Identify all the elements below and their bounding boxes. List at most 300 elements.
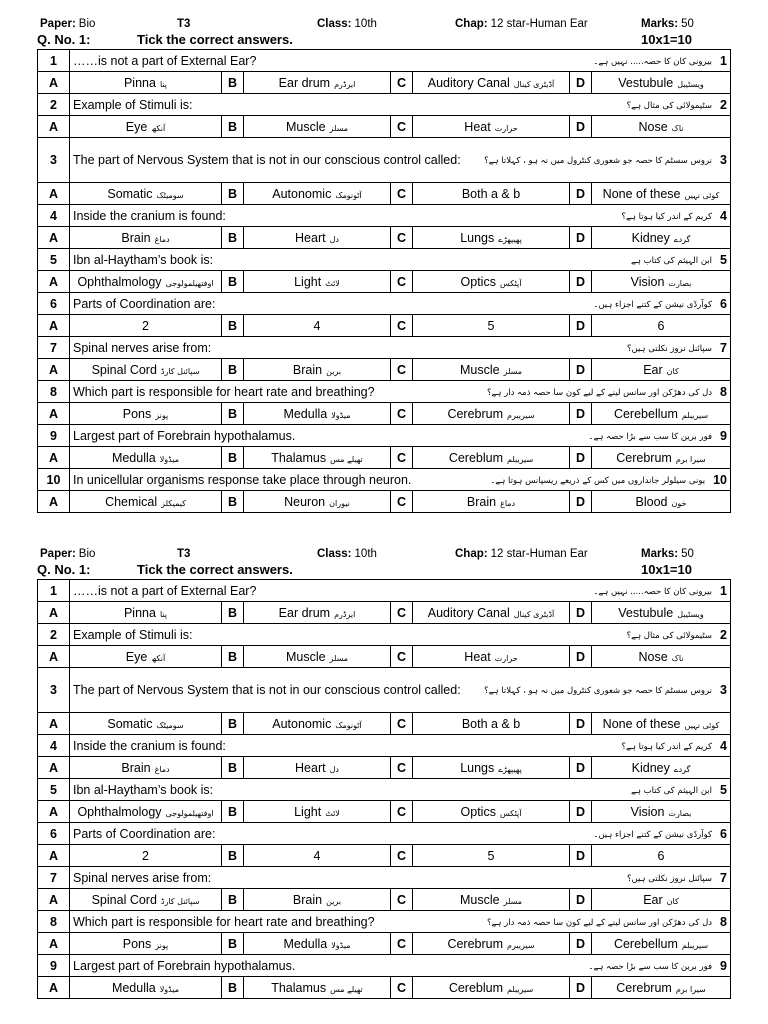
option-english: Cerebellum [613,406,678,421]
question-text [70,469,731,491]
option-b[interactable] [244,183,391,205]
option-b[interactable] [244,757,391,779]
option-b[interactable] [244,933,391,955]
option-urdu: ناک [671,653,684,663]
option-c[interactable] [413,183,570,205]
question-no-right: 10 [713,472,727,487]
option-a[interactable] [70,801,222,823]
question-no: 8 [38,381,70,403]
question-no: 8 [38,911,70,933]
option-letter: C [391,271,413,293]
option-urdu: میڈولا [331,410,351,420]
option-c[interactable] [413,403,570,425]
option-english: Cereblum [448,980,504,995]
option-d[interactable] [592,933,731,955]
option-letter: C [391,713,413,735]
question-row [38,823,731,845]
option-a[interactable] [70,646,222,668]
option-english: Pinna [123,75,156,90]
question-no: 1 [38,580,70,602]
question-no-right: 4 [720,208,727,223]
question-text [70,381,731,403]
option-urdu: سپائنل کارڈ [160,896,200,906]
option-d[interactable] [592,271,731,293]
option-letter: D [570,72,592,94]
option-urdu: سومیٹک [156,190,184,200]
question-urdu: سپائنل نروز نکلتی ہیں؟ [626,343,713,354]
option-c[interactable] [413,72,570,94]
option-letter: A [38,845,70,867]
option-letter: D [570,491,592,513]
option-c[interactable] [413,713,570,735]
option-letter: B [222,646,244,668]
option-urdu: سیریبرم [507,940,535,950]
option-english: Cereblum [448,450,504,465]
question-no: 9 [38,425,70,447]
option-urdu: سیریبلم [681,940,709,950]
question-row [38,293,731,315]
paper-value: Bio [78,18,96,30]
paper-label: Paper: [40,548,76,560]
question-no-right: 3 [720,683,727,697]
question-text [70,293,731,315]
option-letter: C [391,889,413,911]
option-a[interactable] [70,183,222,205]
question-urdu: نروس سسٹم کا حصہ جو شعوری کنٹرول میں نہ ہو ، کہلاتا ہے؟ [484,156,713,166]
option-b[interactable] [244,713,391,735]
option-urdu: آنکھ [151,653,166,663]
option-c[interactable] [413,977,570,999]
option-letter: B [222,757,244,779]
question-row [38,779,731,801]
option-english: Heat [464,649,491,664]
option-english: Spinal Cord [91,892,157,907]
option-b[interactable] [244,889,391,911]
mcq-table [37,579,731,999]
option-letter: D [570,889,592,911]
option-a[interactable] [70,315,222,337]
option-c[interactable] [413,889,570,911]
option-b[interactable] [244,271,391,293]
option-c[interactable] [413,359,570,381]
question-number: Q. No. 1: [37,32,91,47]
question-no-right: 9 [720,958,727,973]
option-english: Brain [121,760,151,775]
question-english: Spinal nerves arise from: [73,870,212,885]
test: T3 [177,18,191,30]
option-urdu: آپٹکس [499,808,522,818]
option-d[interactable] [592,403,731,425]
option-english: Medulla [283,936,328,951]
option-letter: D [570,183,592,205]
options-row [38,757,731,779]
option-english: Cerebrum [616,450,672,465]
question-no-right: 6 [720,826,727,841]
option-d[interactable] [592,72,731,94]
option-c[interactable] [413,602,570,624]
question-urdu: کوآرڈی نیشن کے کتنے اجزاء ہیں۔ [593,299,713,310]
question-text [70,50,731,72]
chap-value: 12 star-Human Ear [490,18,588,30]
option-b[interactable] [244,227,391,249]
option-urdu: آٹونومک [335,720,362,730]
option-a[interactable] [70,845,222,867]
question-english: ……is not a part of External Ear? [73,53,257,68]
question-heading [37,32,730,48]
option-letter: A [38,315,70,337]
option-d[interactable] [592,646,731,668]
option-letter: D [570,271,592,293]
option-urdu: پنا [159,79,168,89]
option-a[interactable] [70,602,222,624]
option-urdu: پھیپھڑے [498,234,522,244]
option-english: Brain [466,494,497,509]
option-english: 6 [657,848,665,863]
question-no: 1 [38,50,70,72]
option-english: Somatic [107,186,153,201]
option-english: Optics [460,804,496,819]
question-no: 9 [38,955,70,977]
option-urdu: سیرا برم [675,454,706,464]
option-urdu: دل [329,764,339,774]
option-d[interactable] [592,977,731,999]
option-english: 5 [487,848,495,863]
question-row [38,205,731,227]
option-english: Somatic [107,716,153,731]
option-english: None of these [602,186,681,201]
option-letter: A [38,271,70,293]
question-no: 10 [38,469,70,491]
option-english: Brain [292,362,323,377]
question-row [38,911,731,933]
option-english: Cerebrum [616,980,672,995]
option-urdu: دماغ [154,234,170,244]
option-a[interactable] [70,227,222,249]
option-b[interactable] [244,359,391,381]
question-no-right: 8 [720,914,727,929]
option-letter: A [38,447,70,469]
option-letter: B [222,227,244,249]
option-urdu: میڈولا [159,454,180,464]
question-text [70,425,731,447]
option-b[interactable] [244,315,391,337]
options-row [38,889,731,911]
option-d[interactable] [592,447,731,469]
option-d[interactable] [592,116,731,138]
option-urdu: حرارت [494,653,518,663]
option-letter: D [570,116,592,138]
option-letter: B [222,977,244,999]
option-english: Thalamus [271,980,327,995]
option-c[interactable] [413,227,570,249]
question-urdu: کریم کے اندر کیا ہوتا ہے؟ [621,211,713,222]
question-no: 4 [38,205,70,227]
option-letter: B [222,801,244,823]
option-urdu: تھیلے مس [330,984,363,994]
question-no: 6 [38,823,70,845]
option-urdu: آنکھ [151,123,166,133]
options-row [38,713,731,735]
option-english: Ear drum [278,75,331,90]
option-urdu: آڈیٹری کینال [513,609,555,619]
option-english: Neuron [284,494,326,509]
option-english: Nose [638,649,668,664]
option-a[interactable] [70,403,222,425]
question-no-right: 5 [720,252,727,267]
option-d[interactable] [592,359,731,381]
option-urdu: گردے [673,234,691,244]
option-letter: C [391,801,413,823]
option-c[interactable] [413,315,570,337]
options-row [38,315,731,337]
option-b[interactable] [244,602,391,624]
question-row [38,249,731,271]
option-urdu: آپٹکس [499,278,522,288]
chap-label: Chap: [455,548,488,560]
option-letter: D [570,977,592,999]
option-letter: D [570,757,592,779]
question-no-right: 5 [720,782,727,797]
option-letter: A [38,116,70,138]
options-row [38,359,731,381]
option-urdu: ناک [671,123,684,133]
question-english: Example of Stimuli is: [73,627,193,642]
option-urdu: آٹونومک [335,190,362,200]
question-number: Q. No. 1: [37,562,91,577]
option-letter: B [222,933,244,955]
option-urdu: نیوران [329,498,350,508]
option-b[interactable] [244,491,391,513]
option-english: Muscle [459,362,500,377]
option-a[interactable] [70,757,222,779]
option-letter: D [570,646,592,668]
options-row [38,271,731,293]
option-a[interactable] [70,447,222,469]
option-a[interactable] [70,271,222,293]
option-letter: A [38,227,70,249]
option-letter: B [222,713,244,735]
option-letter: D [570,801,592,823]
option-d[interactable] [592,757,731,779]
marks-value: 50 [681,18,694,30]
option-c[interactable] [413,271,570,293]
option-urdu: سیرا برم [675,984,706,994]
option-b[interactable] [244,801,391,823]
option-c[interactable] [413,116,570,138]
option-a[interactable] [70,889,222,911]
option-urdu: بصارت [668,278,692,288]
options-row [38,116,731,138]
question-urdu: کریم کے اندر کیا ہوتا ہے؟ [621,741,713,752]
options-row [38,491,731,513]
option-a[interactable] [70,116,222,138]
question-no-right: 1 [720,53,727,68]
option-c[interactable] [413,757,570,779]
option-urdu: کان [666,896,679,906]
option-letter: B [222,271,244,293]
option-d[interactable] [592,227,731,249]
option-urdu: ویسٹیبل [677,609,704,619]
option-english: Heart [295,230,326,245]
option-d[interactable] [592,845,731,867]
option-letter: A [38,977,70,999]
question-urdu: نروس سسٹم کا حصہ جو شعوری کنٹرول میں نہ ہو ، کہلاتا ہے؟ [484,686,713,696]
question-no-right: 8 [720,384,727,399]
question-row [38,381,731,403]
option-c[interactable] [413,933,570,955]
option-a[interactable] [70,713,222,735]
option-letter: D [570,315,592,337]
question-english: In unicellular organisms response take place through neuron. [73,472,412,487]
option-letter: C [391,845,413,867]
paper-copy-2 [0,530,768,1024]
option-a[interactable] [70,977,222,999]
option-b[interactable] [244,403,391,425]
question-english: Example of Stimuli is: [73,97,193,112]
option-d[interactable] [592,801,731,823]
option-urdu: اوفتھیلمولوجی [165,278,214,288]
option-b[interactable] [244,845,391,867]
option-c[interactable] [413,845,570,867]
question-urdu: سپائنل نروز نکلتی ہیں؟ [626,873,713,884]
option-c[interactable] [413,491,570,513]
option-letter: B [222,315,244,337]
option-d[interactable] [592,889,731,911]
options-row [38,977,731,999]
question-no: 4 [38,735,70,757]
option-english: 6 [657,318,665,333]
option-letter: D [570,713,592,735]
question-urdu: سٹیمولائی کی مثال ہے؟ [626,100,713,111]
option-b[interactable] [244,116,391,138]
option-urdu: دل [329,234,339,244]
question-english: Inside the cranium is found: [73,738,226,753]
question-no: 6 [38,293,70,315]
marks-scheme: 10x1=10 [641,562,692,577]
option-d[interactable] [592,491,731,513]
options-row [38,933,731,955]
option-urdu: حرارت [494,123,518,133]
mcq-table [37,49,731,513]
marks-value: 50 [681,548,694,560]
option-letter: B [222,845,244,867]
option-b[interactable] [244,977,391,999]
question-text [70,205,731,227]
question-urdu: ابن الہیثم کی کتاب ہے [631,785,713,796]
question-no-right: 4 [720,738,727,753]
option-d[interactable] [592,183,731,205]
chap-field [455,548,588,560]
option-english: Cerebrum [447,406,504,421]
options-row [38,646,731,668]
option-letter: C [391,602,413,624]
question-text [70,580,731,602]
option-letter: D [570,602,592,624]
option-english: Ear [643,362,663,377]
option-urdu: دماغ [154,764,170,774]
option-english: 2 [142,848,149,863]
option-urdu: سیریبرم [507,410,535,420]
option-d[interactable] [592,315,731,337]
question-text [70,668,731,713]
option-letter: B [222,72,244,94]
question-no: 5 [38,779,70,801]
question-no: 7 [38,337,70,359]
option-english: Ophthalmology [77,274,162,289]
options-row [38,845,731,867]
option-d[interactable] [592,602,731,624]
option-c[interactable] [413,801,570,823]
option-letter: D [570,403,592,425]
question-urdu: بیرونی کان کا حصہ..... نہیں ہے۔ [593,586,713,597]
option-english: Muscle [459,892,500,907]
option-urdu: پنا [159,609,168,619]
option-urdu: سومیٹک [156,720,184,730]
options-row [38,801,731,823]
chap-label: Chap: [455,18,488,30]
question-no: 7 [38,867,70,889]
options-row [38,403,731,425]
option-b[interactable] [244,72,391,94]
option-b[interactable] [244,447,391,469]
option-letter: D [570,845,592,867]
question-english: Which part is responsible for heart rate and breathing? [73,914,375,929]
option-letter: A [38,713,70,735]
option-urdu: مسلز [503,366,523,376]
question-text [70,337,731,359]
option-letter: B [222,116,244,138]
options-row [38,227,731,249]
option-urdu: ایرڈرم [334,609,356,619]
option-english: Auditory Canal [427,605,510,620]
option-english: Both a & b [461,186,521,201]
option-letter: C [391,183,413,205]
paper-field [40,548,95,560]
question-urdu: بیرونی کان کا حصہ..... نہیں ہے۔ [593,56,713,67]
option-urdu: گردے [673,764,691,774]
option-english: Cerebellum [613,936,678,951]
option-english: Brain [292,892,323,907]
option-letter: D [570,447,592,469]
option-english: Ophthalmology [77,804,162,819]
option-a[interactable] [70,933,222,955]
question-row [38,580,731,602]
option-letter: A [38,491,70,513]
question-urdu: یونی سیلولر جانداروں میں کس کے ذریعے ریسپانس ہوتا ہے۔ [490,475,706,486]
question-text [70,735,731,757]
option-letter: B [222,447,244,469]
question-english: The part of Nervous System that is not in our conscious control called: [73,153,461,167]
option-c[interactable] [413,447,570,469]
option-c[interactable] [413,646,570,668]
option-english: Pons [122,936,152,951]
option-urdu: دماغ [500,498,516,508]
option-letter: A [38,72,70,94]
option-a[interactable] [70,359,222,381]
option-letter: B [222,491,244,513]
option-a[interactable] [70,72,222,94]
option-d[interactable] [592,713,731,735]
question-english: Which part is responsible for heart rate and breathing? [73,384,375,399]
option-english: 2 [142,318,149,333]
option-a[interactable] [70,491,222,513]
question-text [70,779,731,801]
option-letter: A [38,403,70,425]
option-english: Eye [125,649,148,664]
option-english: Lungs [460,760,495,775]
option-b[interactable] [244,646,391,668]
instruction: Tick the correct answers. [137,562,293,577]
